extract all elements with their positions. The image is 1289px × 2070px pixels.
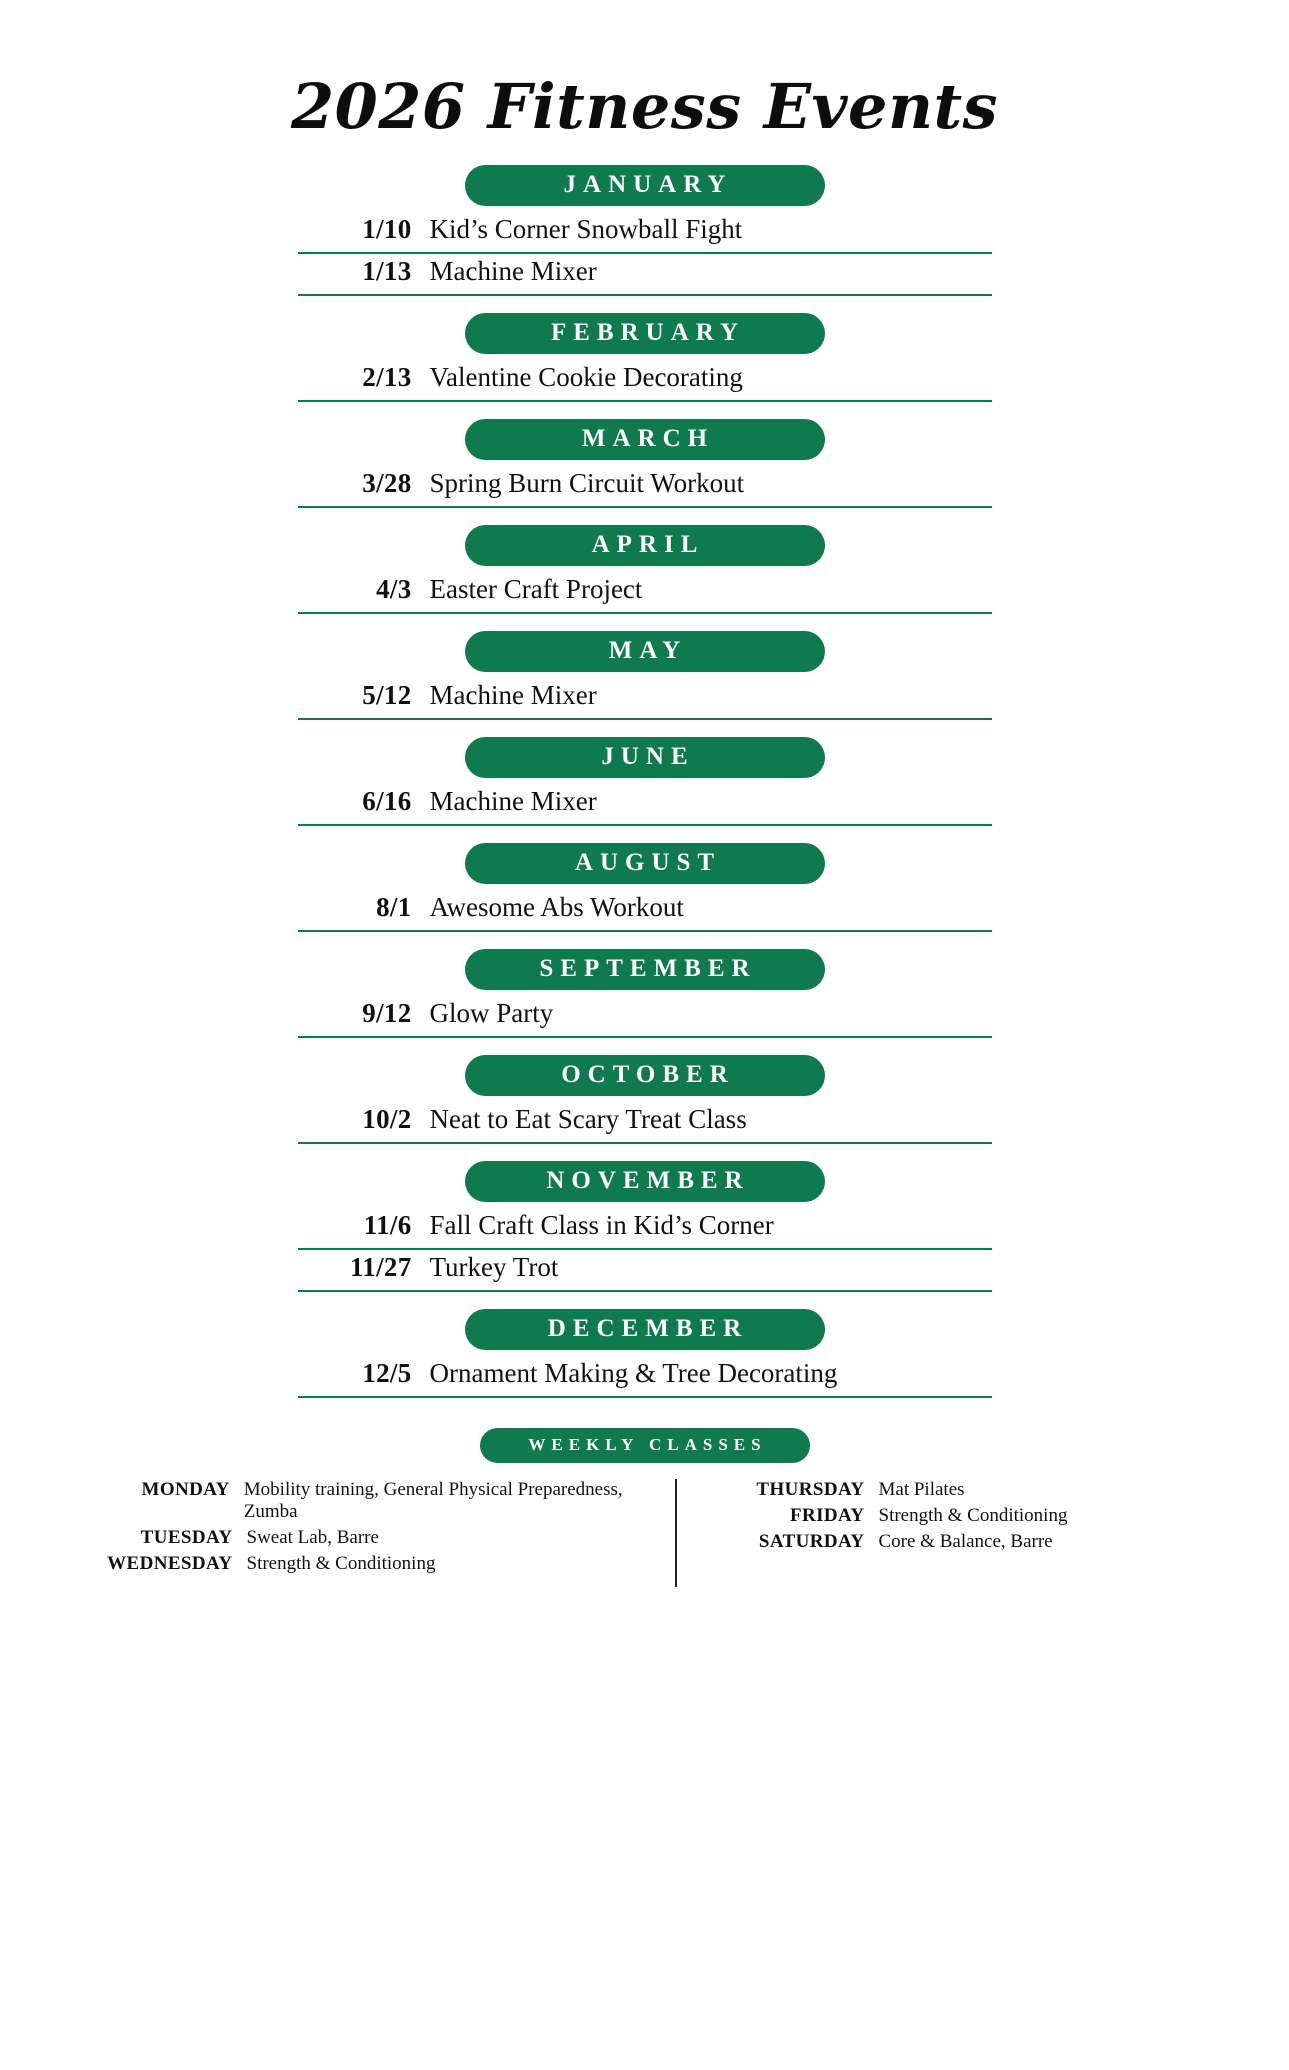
- month-block-february: [295, 313, 995, 402]
- month-banner-march: MARCH: [465, 419, 825, 460]
- weekly-day-label: THURSDAY: [756, 1479, 865, 1500]
- event-row[interactable]: [298, 212, 992, 254]
- weekly-classes-section: [45, 1479, 1245, 1587]
- flyer-page: [0, 70, 1289, 2070]
- event-date: 11/27: [349, 1252, 412, 1282]
- event-name: Turkey Trot: [429, 1252, 559, 1282]
- event-date: 6/16: [362, 786, 412, 816]
- weekly-classes-text: Mat Pilates: [878, 1479, 965, 1500]
- event-row[interactable]: [298, 784, 992, 826]
- page-title: 2026 Fitness Events: [290, 70, 999, 143]
- month-banner-september: SEPTEMBER: [465, 949, 825, 990]
- event-name: Spring Burn Circuit Workout: [429, 468, 745, 498]
- weekly-day-label: FRIDAY: [789, 1505, 865, 1526]
- event-row[interactable]: [298, 1356, 992, 1398]
- event-row[interactable]: [298, 1102, 992, 1144]
- month-block-october: [295, 1055, 995, 1144]
- weekly-classes-text: Core & Balance, Barre: [878, 1531, 1053, 1552]
- month-banner-august: AUGUST: [465, 843, 825, 884]
- month-block-june: [295, 737, 995, 826]
- weekly-day-label: TUESDAY: [140, 1527, 233, 1548]
- event-date: 5/12: [362, 680, 412, 710]
- weekly-line: [55, 1527, 675, 1549]
- month-banner-january: JANUARY: [465, 165, 825, 206]
- month-block-march: [295, 419, 995, 508]
- weekly-line: [715, 1479, 1235, 1501]
- month-banner-may: MAY: [465, 631, 825, 672]
- event-name: Valentine Cookie Decorating: [429, 362, 743, 392]
- weekly-column-right: [675, 1479, 1235, 1587]
- event-row[interactable]: [298, 1250, 992, 1292]
- event-name: Easter Craft Project: [429, 574, 643, 604]
- event-row[interactable]: [298, 572, 992, 614]
- event-name: Kid’s Corner Snowball Fight: [429, 214, 743, 244]
- event-name: Machine Mixer: [429, 680, 597, 710]
- weekly-classes-text: Sweat Lab, Barre: [246, 1527, 379, 1548]
- event-date: 8/1: [376, 892, 412, 922]
- event-date: 12/5: [362, 1358, 412, 1388]
- month-banner-october: OCTOBER: [465, 1055, 825, 1096]
- event-name: Glow Party: [429, 998, 554, 1028]
- weekly-day-label: MONDAY: [141, 1479, 230, 1500]
- event-row[interactable]: [298, 360, 992, 402]
- month-banner-december: DECEMBER: [465, 1309, 825, 1350]
- month-banner-november: NOVEMBER: [465, 1161, 825, 1202]
- weekly-line: [715, 1531, 1235, 1553]
- event-date: 2/13: [362, 362, 412, 392]
- event-name: Machine Mixer: [429, 256, 597, 286]
- event-row[interactable]: [298, 466, 992, 508]
- event-date: 9/12: [362, 998, 412, 1028]
- month-banner-february: FEBRUARY: [465, 313, 825, 354]
- event-date: 4/3: [376, 574, 412, 604]
- event-date: 11/6: [363, 1210, 412, 1240]
- event-row[interactable]: [298, 254, 992, 296]
- weekly-classes-text: Strength & Conditioning: [246, 1553, 436, 1574]
- month-block-december: [295, 1309, 995, 1398]
- month-banner-june: JUNE: [465, 737, 825, 778]
- event-row[interactable]: [298, 996, 992, 1038]
- month-block-september: [295, 949, 995, 1038]
- event-date: 1/13: [362, 256, 412, 286]
- event-date: 1/10: [362, 214, 412, 244]
- event-date: 10/2: [362, 1104, 412, 1134]
- weekly-day-label: WEDNESDAY: [107, 1553, 233, 1574]
- weekly-line: [715, 1505, 1235, 1527]
- weekly-classes-text: Mobility training, General Physical Preparedness, Zumba: [243, 1479, 623, 1522]
- event-name: Neat to Eat Scary Treat Class: [429, 1104, 747, 1134]
- weekly-day-label: SATURDAY: [758, 1531, 865, 1552]
- event-name: Ornament Making & Tree Decorating: [429, 1358, 838, 1388]
- weekly-column-left: [45, 1479, 675, 1575]
- event-row[interactable]: [298, 1208, 992, 1250]
- weekly-line: [55, 1479, 675, 1523]
- month-block-january: [295, 165, 995, 296]
- month-block-august: [295, 843, 995, 932]
- event-date: 3/28: [362, 468, 412, 498]
- event-name: Fall Craft Class in Kid’s Corner: [429, 1210, 774, 1240]
- month-block-may: [295, 631, 995, 720]
- events-list: [295, 165, 995, 1398]
- event-name: Awesome Abs Workout: [429, 892, 684, 922]
- weekly-classes-text: Strength & Conditioning: [878, 1505, 1068, 1526]
- event-row[interactable]: [298, 890, 992, 932]
- event-row[interactable]: [298, 678, 992, 720]
- event-name: Machine Mixer: [429, 786, 597, 816]
- weekly-line: [55, 1553, 675, 1575]
- month-block-november: [295, 1161, 995, 1292]
- month-block-april: [295, 525, 995, 614]
- month-banner-april: APRIL: [465, 525, 825, 566]
- weekly-classes-banner: WEEKLY CLASSES: [480, 1428, 810, 1463]
